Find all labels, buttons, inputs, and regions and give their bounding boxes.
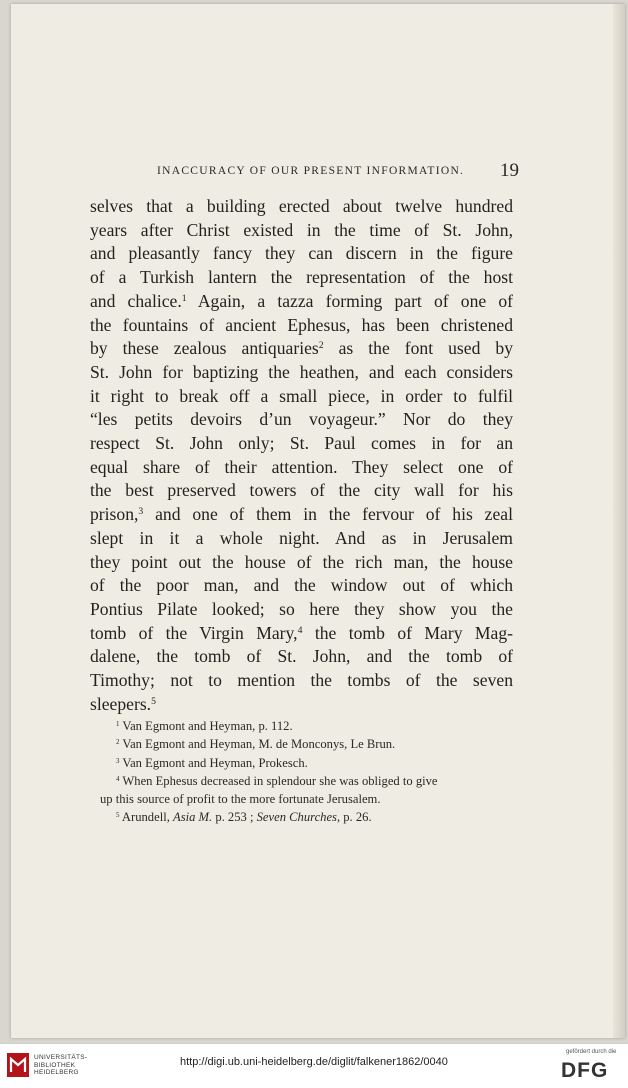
text-segment: Van Egmont and Heyman, Prokesch.: [119, 755, 308, 770]
body-text: [90, 195, 513, 716]
text-segment: p. 253 ;: [212, 810, 257, 825]
text-segment: up this source of profit to the more fortunate Jerusalem.: [100, 792, 381, 807]
footnote-marker: 1: [181, 293, 187, 305]
text-line: [90, 598, 513, 622]
library-name[interactable]: [34, 1054, 87, 1077]
text-segment: respect St. John only; St. Paul comes in for an: [90, 433, 513, 454]
text-segment: “les petits devoirs d’un voyageur.” Nor do they: [90, 409, 513, 430]
text-line: [90, 242, 513, 266]
footnote-line: [100, 717, 518, 735]
library-name-line: UNIVERSITÄTS-: [34, 1054, 88, 1061]
text-segment: it right to break off a small piece, in order to fulfil: [90, 385, 513, 406]
footnote-marker: 2: [116, 739, 120, 747]
text-segment: the tomb of Mary Mag-: [302, 622, 514, 643]
footnote-marker: 3: [138, 506, 144, 518]
footnote-line: [100, 808, 518, 826]
text-segment: tomb of the Virgin Mary,: [90, 622, 298, 643]
text-segment: dalene, the tomb of St. John, and the tomb of: [90, 646, 513, 667]
text-segment: sleepers.: [90, 693, 152, 714]
text-line: [90, 645, 513, 669]
text-segment: years after Christ existed in the time of St. John,: [90, 219, 513, 240]
footnote-marker: 3: [116, 757, 120, 765]
text-line: [90, 337, 513, 361]
text-segment: by these zealous antiquaries: [90, 338, 319, 359]
text-segment: the best preserved towers of the city wall for his: [90, 480, 513, 501]
text-line: [90, 669, 513, 693]
text-line: [90, 385, 513, 409]
text-segment: and one of them in the fervour of his zeal: [143, 504, 513, 525]
text-segment: selves that a building erected about twelve hundred: [90, 196, 513, 216]
text-segment: Timothy; not to mention the tombs of the seven: [90, 670, 513, 691]
footnote-line: [100, 735, 518, 753]
italic-title: Asia M.: [173, 810, 213, 825]
footnote-marker: 5: [151, 695, 156, 707]
text-segment: slept in it a whole night. And as in Jerusalem: [90, 527, 513, 548]
text-segment: they point out the house of the rich man, the house: [90, 551, 513, 572]
text-line: [90, 219, 513, 243]
footnote-line: [100, 754, 518, 772]
text-segment: Arundell,: [119, 810, 173, 825]
text-segment: and chalice.: [90, 290, 182, 311]
footnote-marker: 4: [297, 624, 303, 636]
footnote-marker: 1: [116, 720, 120, 728]
text-line: [90, 408, 513, 432]
text-line: [90, 456, 513, 480]
italic-title: Seven Churches: [256, 810, 337, 825]
footnote-line: [100, 772, 518, 790]
text-line: [90, 503, 513, 527]
text-line: [90, 195, 513, 219]
text-line: [90, 266, 513, 290]
library-name-line: HEIDELBERG: [34, 1069, 79, 1077]
text-line: [90, 314, 513, 338]
text-segment: Van Egmont and Heyman, p. 112.: [119, 719, 293, 733]
text-line: [90, 527, 513, 551]
dfg-logo[interactable]: DFG: [561, 1059, 609, 1082]
text-segment: , p. 26.: [336, 810, 372, 825]
text-segment: Pontius Pilate looked; so here they show you the: [90, 598, 513, 619]
funding-text: gefördert durch die: [566, 1049, 617, 1055]
text-segment: St. John for baptizing the heathen, and each considers: [90, 361, 513, 382]
text-segment: the fountains of ancient Ephesus, has been christened: [90, 314, 513, 335]
footnotes: [100, 717, 518, 827]
page-number: 19: [500, 160, 519, 181]
page-edge: [613, 4, 625, 1038]
text-segment: Van Egmont and Heyman, M. de Monconys, Le Brun.: [119, 737, 396, 752]
footnote-marker: 5: [116, 812, 120, 820]
university-library-logo-icon[interactable]: [6, 1052, 30, 1078]
text-line: [90, 290, 513, 314]
text-line: [90, 361, 513, 385]
text-line: [90, 432, 513, 456]
permalink-url[interactable]: http://digi.ub.uni-heidelberg.de/diglit/falkener1862/0040: [180, 1056, 448, 1068]
footnote-line: [100, 790, 518, 808]
running-head: INACCURACY OF OUR PRESENT INFORMATION.: [157, 165, 465, 177]
text-segment: as the font used by: [323, 338, 513, 359]
text-line: [90, 551, 513, 575]
text-segment: prison,: [90, 504, 139, 525]
text-segment: Again, a tazza forming part of one of: [186, 290, 514, 311]
text-segment: equal share of their attention. They select one of: [90, 456, 513, 477]
footnote-marker: 4: [116, 775, 120, 783]
footnote-marker: 2: [318, 340, 324, 352]
text-segment: of the poor man, and the window out of which: [90, 575, 513, 596]
text-segment: of a Turkish lantern the representation of the host: [90, 267, 513, 288]
text-line: [90, 622, 513, 646]
text-line: [90, 574, 513, 598]
text-line: [90, 693, 513, 717]
text-segment: When Ephesus decreased in splendour she was obliged to give: [119, 773, 438, 788]
viewer-footer: [0, 1043, 628, 1088]
text-line: [90, 479, 513, 503]
library-name-line: BIBLIOTHEK: [34, 1061, 76, 1069]
text-segment: and pleasantly fancy they can discern in the figure: [90, 243, 513, 264]
